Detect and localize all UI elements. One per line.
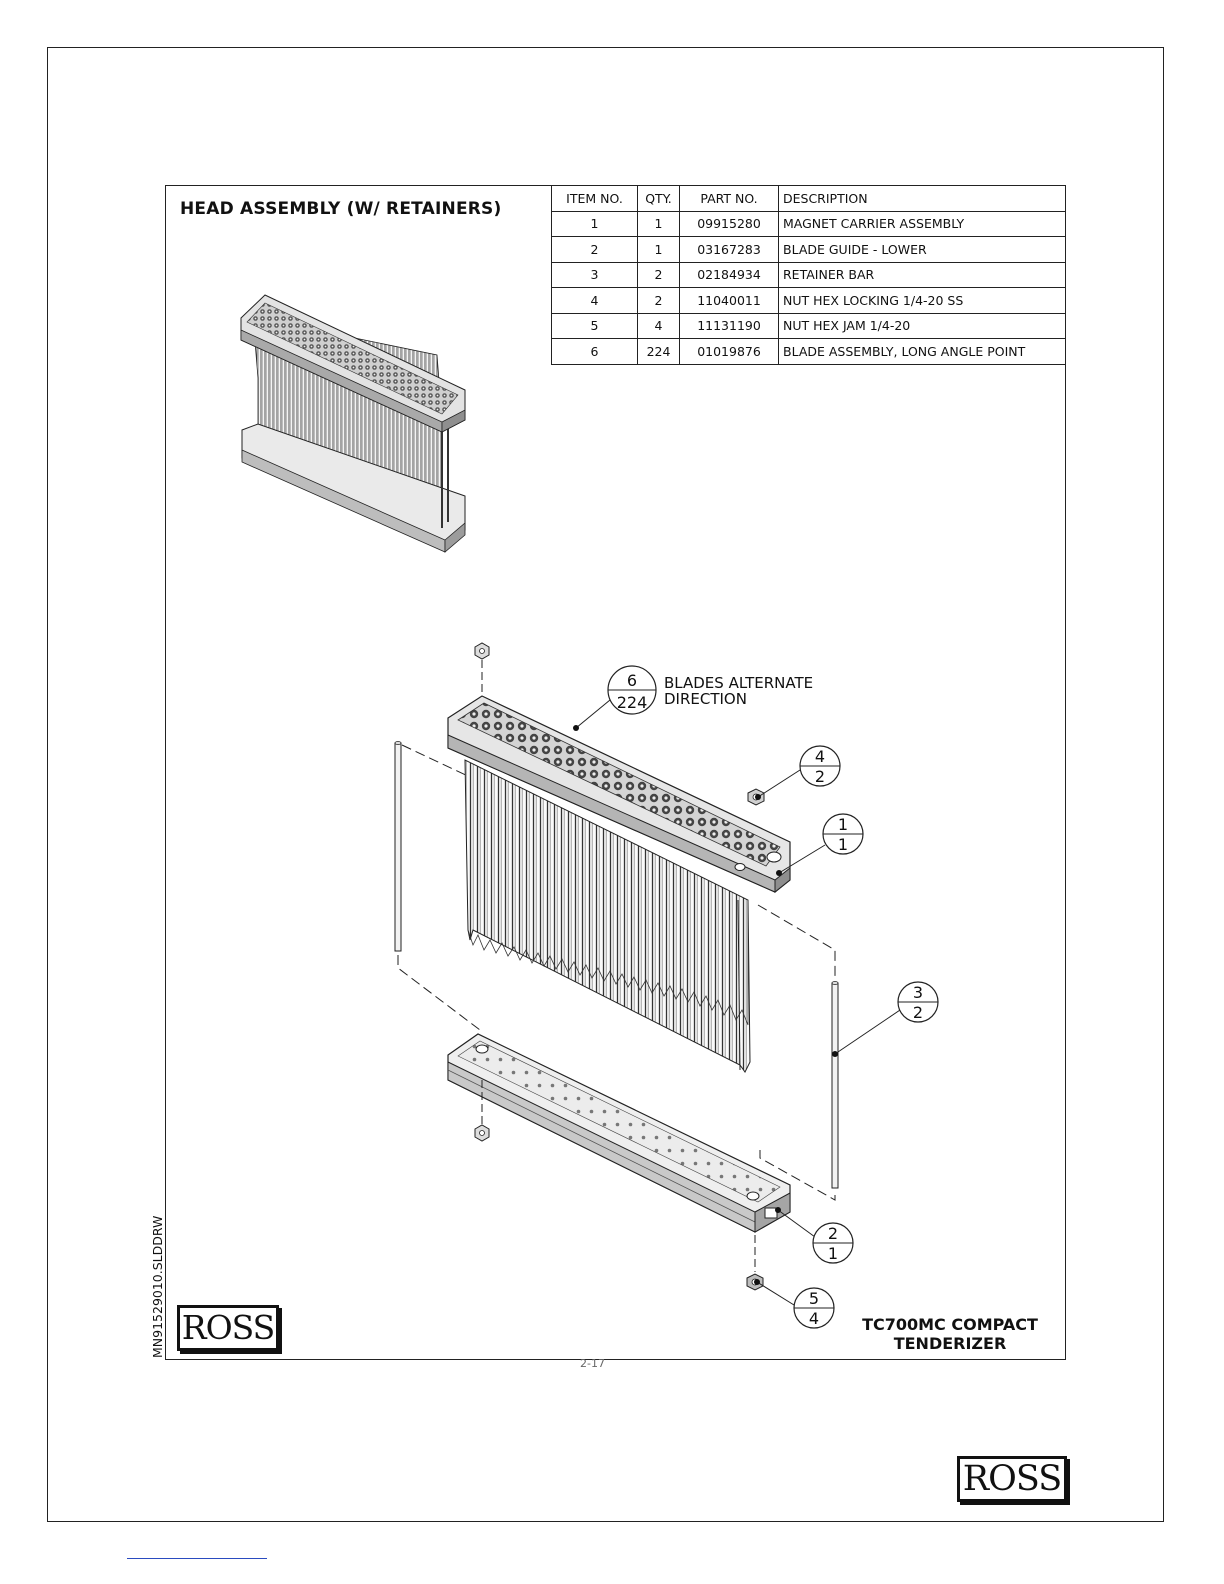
bom-description: NUT HEX JAM 1/4-20 [779,313,1066,339]
ross-footer-logo: ROSS [957,1456,1067,1502]
bom-part: 11040011 [680,288,779,314]
bom-qty: 2 [638,262,680,288]
product-title-line: TC700MC COMPACT [862,1315,1038,1334]
callout-balloon-6 [573,666,813,731]
callout-quantity: 1 [827,1244,839,1263]
bom-description: NUT HEX LOCKING 1/4-20 SS [779,288,1066,314]
bom-description: BLADE GUIDE - LOWER [779,237,1066,263]
bom-item: 5 [552,313,638,339]
footer-link-underline [127,1558,267,1559]
assembly-path-line [758,905,835,980]
bom-item: 3 [552,262,638,288]
bom-item: 2 [552,237,638,263]
drawing-file-name: MN91529010.SLDDRW [150,1215,165,1358]
callout-item-number: 1 [837,815,849,834]
callout-item-number: 6 [626,671,638,690]
callout-item-number: 2 [827,1224,839,1243]
assembly-path-line [398,955,480,1030]
top-jam-nut [475,643,489,659]
bom-header-part: PART NO. [680,186,779,212]
bom-qty: 224 [638,339,680,365]
bom-part: 01019876 [680,339,779,365]
callout-note: DIRECTION [664,690,747,708]
bom-part: 11131190 [680,313,779,339]
bom-part: 02184934 [680,262,779,288]
callout-quantity: 4 [808,1309,820,1328]
bom-item: 4 [552,288,638,314]
right-retainer-bar [832,982,838,1189]
callout-balloon-2 [775,1207,853,1263]
product-title [840,1315,1060,1353]
ross-logo: ROSS [177,1305,279,1351]
lower-left-jam-nut [475,1125,489,1141]
callout-item-number: 4 [814,747,826,766]
callout-quantity: 2 [814,767,826,786]
bom-header-description: DESCRIPTION [779,186,1066,212]
bom-part: 03167283 [680,237,779,263]
callout-quantity: 2 [912,1003,924,1022]
sheet-title: HEAD ASSEMBLY (W/ RETAINERS) [180,199,502,219]
bom-header-qty: QTY. [638,186,680,212]
bom-description: MAGNET CARRIER ASSEMBLY [779,211,1066,237]
bom-qty: 1 [638,237,680,263]
bom-header-item: ITEM NO. [552,186,638,212]
assembled-view [241,295,465,552]
bom-qty: 2 [638,288,680,314]
callout-balloon-4 [755,746,840,800]
bom-description: RETAINER BAR [779,262,1066,288]
callout-balloon-5 [754,1279,834,1328]
bom-item: 6 [552,339,638,365]
callout-note: BLADES ALTERNATE [664,674,814,692]
callout-item-number: 3 [912,983,924,1002]
product-title-line: TENDERIZER [893,1334,1007,1353]
callout-balloon-3 [832,982,938,1057]
callout-quantity: 224 [616,693,648,712]
bom-description: BLADE ASSEMBLY, LONG ANGLE POINT [779,339,1066,365]
bom-qty: 4 [638,313,680,339]
bom-item: 1 [552,211,638,237]
bom-part: 09915280 [680,211,779,237]
left-retainer-bar [395,742,401,952]
page-number: 2-17 [580,1357,605,1370]
callout-quantity: 1 [837,835,849,854]
callout-item-number: 5 [808,1289,820,1308]
bom-qty: 1 [638,211,680,237]
